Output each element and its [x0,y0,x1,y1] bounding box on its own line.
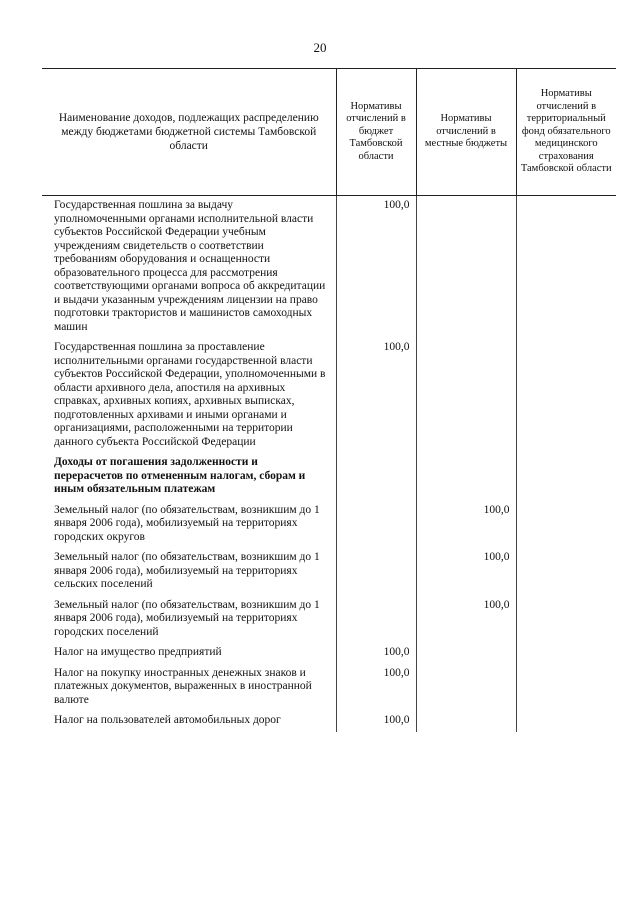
table-row [42,338,616,453]
regional-budget-cell [336,548,416,596]
local-budget-cell [416,338,516,453]
revenue-name-cell: Государственная пошлина за выдачу уполномоченными органами исполнительной власти субъектов Российской Федерации учебным учреждениям свидетельств о соответствии требованиям оборудования и оснащенности образовательного процесса для рассмотрения соответствующими органами вопроса об аккредитации и выдачи указанным учреждениям лицензии на право подготовки трактористов и машинистов самоходных машин [54,199,326,333]
table-body [42,196,616,732]
page-number: 20 [313,40,327,55]
local-budget-cell: 100,0 [416,596,516,644]
header-local-budgets: Нормативы отчислений в местные бюджеты [416,69,516,196]
table-row [42,664,616,712]
table-header-row [42,69,616,196]
regional-budget-cell: 100,0 [336,643,416,664]
medical-fund-cell [516,596,616,644]
medical-fund-cell [516,501,616,549]
local-budget-cell [416,196,516,339]
table-row [42,196,616,339]
revenue-name-cell: Налог на пользователей автомобильных дорог [54,714,281,726]
section-header-row [42,453,616,501]
revenue-name-cell: Государственная пошлина за проставление исполнительными органами государственной власти субъектов Российской Федерации, уполномоченными в области архивного дела, апостиля на архивных справках, архивных копиях, архивных выписках, подготовленных архивами и иными органами и организациями, расположенными на территории данного субъекта Российской Федерации [54,341,326,448]
local-budget-cell: 100,0 [416,548,516,596]
revenue-name-cell: Земельный налог (по обязательствам, возникшим до 1 января 2006 года), мобилизуемый на территориях городских поселений [54,598,320,638]
table-row [42,596,616,644]
regional-budget-cell: 100,0 [336,338,416,453]
header-regional-budget: Нормативы отчислений в бюджет Тамбовской области [336,69,416,196]
medical-fund-cell [516,548,616,596]
medical-fund-cell [516,643,616,664]
regional-budget-cell [336,596,416,644]
header-revenue-name: Наименование доходов, подлежащих распределению между бюджетами бюджетной системы Тамбовской области [42,69,336,196]
table-row [42,548,616,596]
revenue-name-cell: Земельный налог (по обязательствам, возникшим до 1 января 2006 года), мобилизуемый на территориях сельских поселений [54,551,320,590]
local-budget-cell: 100,0 [416,501,516,549]
local-budget-cell [416,664,516,712]
regional-budget-cell [336,453,416,501]
regional-budget-cell: 100,0 [336,664,416,712]
regional-budget-cell: 100,0 [336,711,416,732]
revenue-name-cell: Налог на покупку иностранных денежных знаков и платежных документов, выраженных в иностранной валюте [54,666,312,706]
medical-fund-cell [516,664,616,712]
medical-fund-cell [516,453,616,501]
revenue-distribution-table [42,68,616,732]
header-medical-insurance-fund: Нормативы отчислений в территориальный фонд обязательного медицинского страхования Тамбовской области [516,69,616,196]
local-budget-cell [416,453,516,501]
revenue-name-cell: Доходы от погашения задолженности и перерасчетов по отмененным налогам, сборам и иным обязательным платежам [54,456,306,495]
local-budget-cell [416,643,516,664]
regional-budget-cell [336,501,416,549]
medical-fund-cell [516,711,616,732]
local-budget-cell [416,711,516,732]
table-row [42,711,616,732]
medical-fund-cell [516,338,616,453]
revenue-name-cell: Земельный налог (по обязательствам, возникшим до 1 января 2006 года), мобилизуемый на территориях городских округов [54,503,320,543]
table-row [42,501,616,549]
medical-fund-cell [516,196,616,339]
table-row [42,643,616,664]
regional-budget-cell: 100,0 [336,196,416,339]
revenue-name-cell: Налог на имущество предприятий [54,646,222,658]
